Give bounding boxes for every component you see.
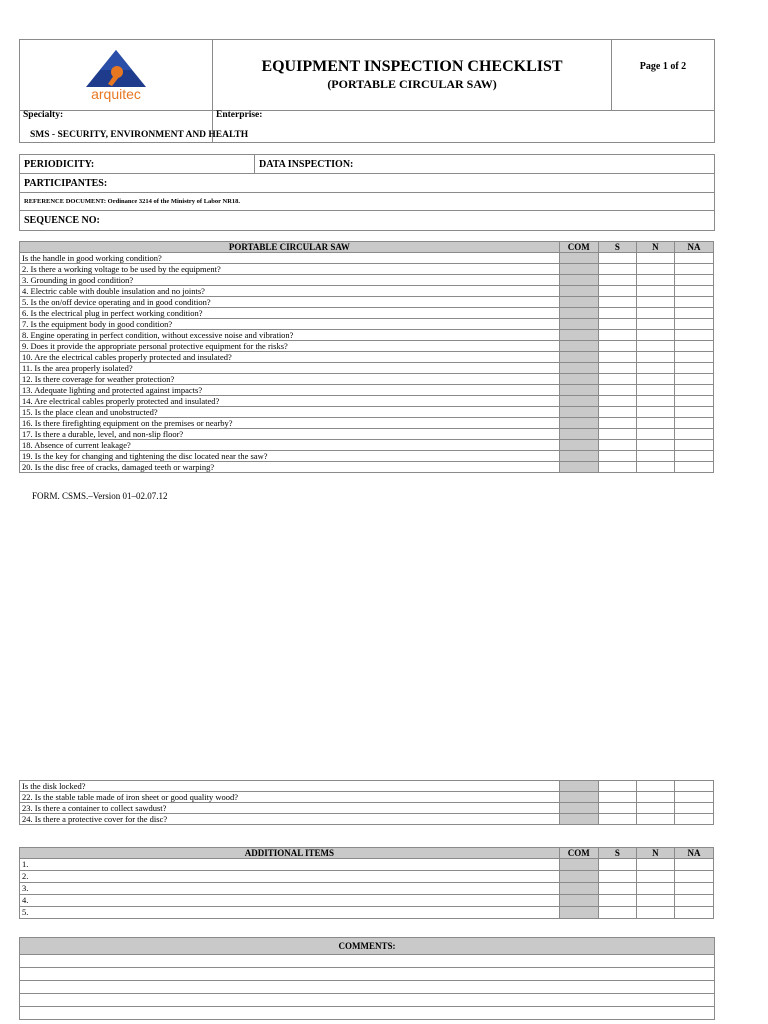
data-inspection-label: DATA INSPECTION: xyxy=(259,159,354,170)
checklist-row xyxy=(20,451,714,462)
checklist-row xyxy=(20,308,714,319)
checklist-na-cell[interactable] xyxy=(674,319,713,330)
checklist-row xyxy=(20,363,714,374)
checklist-na-cell[interactable] xyxy=(674,418,713,429)
additional-header-row xyxy=(20,848,714,859)
inspection-info-box xyxy=(19,154,715,231)
checklist-row xyxy=(20,781,714,792)
checklist-s-cell[interactable] xyxy=(598,374,636,385)
document-title: EQUIPMENT INSPECTION CHECKLIST xyxy=(261,58,563,75)
additional-n-cell[interactable] xyxy=(636,859,674,871)
checklist-s-cell[interactable] xyxy=(598,253,636,264)
checklist-row xyxy=(20,297,714,308)
checklist-s-cell[interactable] xyxy=(598,286,636,297)
checklist-com-cell[interactable] xyxy=(559,264,598,275)
checklist-com-cell[interactable] xyxy=(559,363,598,374)
col-na: NA xyxy=(674,848,713,859)
comments-heading: COMMENTS: xyxy=(20,938,714,955)
checklist-s-cell[interactable] xyxy=(598,275,636,286)
checklist-na-cell[interactable] xyxy=(674,330,713,341)
specialty-value: SMS - SECURITY, ENVIRONMENT AND HEALTH xyxy=(30,130,249,140)
col-com: COM xyxy=(559,242,598,253)
col-s: S xyxy=(598,242,636,253)
checklist-question: 18. Absence of current leakage? xyxy=(20,440,560,451)
checklist-s-cell[interactable] xyxy=(598,352,636,363)
checklist-com-cell[interactable] xyxy=(559,396,598,407)
checklist-n-cell[interactable] xyxy=(636,363,674,374)
checklist-na-cell[interactable] xyxy=(674,352,713,363)
checklist-s-cell[interactable] xyxy=(598,407,636,418)
sequence-row xyxy=(20,211,714,230)
form-code: FORM. CSMS.–Version 01–02.07.12 xyxy=(32,491,168,501)
checklist-question: 19. Is the key for changing and tightening the disc located near the saw? xyxy=(20,451,560,462)
checklist-row xyxy=(20,374,714,385)
additional-com-cell[interactable] xyxy=(559,895,598,907)
checklist-na-cell[interactable] xyxy=(674,374,713,385)
checklist-question: 23. Is there a container to collect sawdust? xyxy=(20,803,560,814)
checklist-com-cell[interactable] xyxy=(559,440,598,451)
checklist-na-cell[interactable] xyxy=(674,429,713,440)
additional-s-cell[interactable] xyxy=(598,859,636,871)
additional-row xyxy=(20,859,714,871)
checklist-na-cell[interactable] xyxy=(674,440,713,451)
checklist-s-cell[interactable] xyxy=(598,429,636,440)
checklist-s-cell[interactable] xyxy=(598,451,636,462)
enterprise-label: Enterprise: xyxy=(216,110,263,120)
checklist-question: 7. Is the equipment body in good condition? xyxy=(20,319,560,330)
additional-heading: ADDITIONAL ITEMS xyxy=(20,848,560,859)
periodicity-row xyxy=(20,155,714,174)
additional-n-cell[interactable] xyxy=(636,883,674,895)
checklist-com-cell[interactable] xyxy=(559,451,598,462)
checklist-n-cell[interactable] xyxy=(636,319,674,330)
checklist-n-cell[interactable] xyxy=(636,385,674,396)
checklist-s-cell[interactable] xyxy=(598,341,636,352)
additional-com-cell[interactable] xyxy=(559,871,598,883)
checklist-question: 3. Grounding in good condition? xyxy=(20,275,560,286)
checklist-na-cell[interactable] xyxy=(674,297,713,308)
checklist-row xyxy=(20,440,714,451)
specialty-block xyxy=(19,109,715,143)
checklist-com-cell[interactable] xyxy=(559,803,598,814)
checklist-row xyxy=(20,792,714,803)
additional-n-cell[interactable] xyxy=(636,871,674,883)
checklist-s-cell[interactable] xyxy=(598,418,636,429)
checklist-s-cell[interactable] xyxy=(598,440,636,451)
checklist-na-cell[interactable] xyxy=(674,385,713,396)
checklist-com-cell[interactable] xyxy=(559,462,598,473)
checklist-row xyxy=(20,396,714,407)
checklist-s-cell[interactable] xyxy=(598,385,636,396)
additional-na-cell[interactable] xyxy=(674,859,713,871)
checklist-s-cell[interactable] xyxy=(598,319,636,330)
additional-n-cell[interactable] xyxy=(636,907,674,919)
checklist-s-cell[interactable] xyxy=(598,803,636,814)
checklist-na-cell[interactable] xyxy=(674,781,713,792)
checklist-n-cell[interactable] xyxy=(636,297,674,308)
checklist-n-cell[interactable] xyxy=(636,814,674,825)
reference-document: REFERENCE DOCUMENT: Ordinance 3214 of the Ministry of Labor NR18. xyxy=(24,198,241,205)
checklist-n-cell[interactable] xyxy=(636,352,674,363)
additional-question: 5. xyxy=(20,907,560,919)
comment-line[interactable] xyxy=(20,955,714,968)
checklist-question: 9. Does it provide the appropriate personal protective equipment for the risks? xyxy=(20,341,560,352)
additional-question: 1. xyxy=(20,859,560,871)
checklist-header-row xyxy=(20,242,714,253)
checklist-question: 4. Electric cable with double insulation and no joints? xyxy=(20,286,560,297)
checklist-na-cell[interactable] xyxy=(674,407,713,418)
checklist-question: 24. Is there a protective cover for the disc? xyxy=(20,814,560,825)
checklist-row xyxy=(20,385,714,396)
col-n: N xyxy=(636,242,674,253)
checklist-n-cell[interactable] xyxy=(636,407,674,418)
periodicity-label: PERIODICITY: xyxy=(24,159,95,170)
checklist-com-cell[interactable] xyxy=(559,286,598,297)
additional-row xyxy=(20,883,714,895)
checklist-table xyxy=(19,241,714,473)
checklist-s-cell[interactable] xyxy=(598,462,636,473)
additional-n-cell[interactable] xyxy=(636,895,674,907)
checklist-com-cell[interactable] xyxy=(559,385,598,396)
checklist-na-cell[interactable] xyxy=(674,803,713,814)
checklist-row xyxy=(20,462,714,473)
additional-question: 3. xyxy=(20,883,560,895)
checklist-na-cell[interactable] xyxy=(674,308,713,319)
additional-s-cell[interactable] xyxy=(598,895,636,907)
checklist-row xyxy=(20,341,714,352)
checklist-n-cell[interactable] xyxy=(636,803,674,814)
checklist-com-cell[interactable] xyxy=(559,781,598,792)
col-com: COM xyxy=(559,848,598,859)
checklist-com-cell[interactable] xyxy=(559,330,598,341)
checklist-na-cell[interactable] xyxy=(674,275,713,286)
checklist-n-cell[interactable] xyxy=(636,462,674,473)
col-na: NA xyxy=(674,242,713,253)
title-block xyxy=(213,40,612,110)
checklist-com-cell[interactable] xyxy=(559,297,598,308)
document-subtitle: (PORTABLE CIRCULAR SAW) xyxy=(327,77,497,91)
checklist-question: Is the disk locked? xyxy=(20,781,560,792)
checklist-com-cell[interactable] xyxy=(559,374,598,385)
col-s: S xyxy=(598,848,636,859)
additional-row xyxy=(20,895,714,907)
checklist-n-cell[interactable] xyxy=(636,781,674,792)
checklist-question: 17. Is there a durable, level, and non-slip floor? xyxy=(20,429,560,440)
checklist-question: 12. Is there coverage for weather protection? xyxy=(20,374,560,385)
checklist-n-cell[interactable] xyxy=(636,396,674,407)
additional-com-cell[interactable] xyxy=(559,907,598,919)
checklist-question: 8. Engine operating in perfect condition, without excessive noise and vibration? xyxy=(20,330,560,341)
checklist-na-cell[interactable] xyxy=(674,253,713,264)
page-number: Page 1 of 2 xyxy=(639,61,687,72)
checklist-row xyxy=(20,429,714,440)
additional-s-cell[interactable] xyxy=(598,883,636,895)
checklist-n-cell[interactable] xyxy=(636,374,674,385)
additional-na-cell[interactable] xyxy=(674,871,713,883)
checklist-n-cell[interactable] xyxy=(636,264,674,275)
specialty-label: Specialty: xyxy=(23,110,64,120)
checklist-n-cell[interactable] xyxy=(636,440,674,451)
participants-label: PARTICIPANTES: xyxy=(24,178,108,189)
logo xyxy=(20,40,213,110)
checklist-com-cell[interactable] xyxy=(559,341,598,352)
additional-s-cell[interactable] xyxy=(598,907,636,919)
checklist-com-cell[interactable] xyxy=(559,407,598,418)
additional-row xyxy=(20,907,714,919)
checklist-question: 13. Adequate lighting and protected against impacts? xyxy=(20,385,560,396)
additional-row xyxy=(20,871,714,883)
comments-box xyxy=(19,937,715,1020)
checklist-row xyxy=(20,352,714,363)
checklist-row xyxy=(20,264,714,275)
document-header xyxy=(19,39,715,111)
checklist-com-cell[interactable] xyxy=(559,418,598,429)
checklist-row xyxy=(20,418,714,429)
checklist-s-cell[interactable] xyxy=(598,363,636,374)
additional-question: 4. xyxy=(20,895,560,907)
checklist-row xyxy=(20,803,714,814)
checklist-s-cell[interactable] xyxy=(598,330,636,341)
checklist-s-cell[interactable] xyxy=(598,814,636,825)
checklist-question: 16. Is there firefighting equipment on the premises or nearby? xyxy=(20,418,560,429)
checklist-s-cell[interactable] xyxy=(598,792,636,803)
checklist-s-cell[interactable] xyxy=(598,396,636,407)
checklist-n-cell[interactable] xyxy=(636,286,674,297)
checklist-s-cell[interactable] xyxy=(598,781,636,792)
checklist-na-cell[interactable] xyxy=(674,814,713,825)
checklist-row xyxy=(20,253,714,264)
checklist-question: 14. Are electrical cables properly protected and insulated? xyxy=(20,396,560,407)
checklist-n-cell[interactable] xyxy=(636,792,674,803)
checklist-na-cell[interactable] xyxy=(674,462,713,473)
sequence-label: SEQUENCE NO: xyxy=(24,215,100,226)
checklist-na-cell[interactable] xyxy=(674,264,713,275)
checklist-question: 5. Is the on/off device operating and in good condition? xyxy=(20,297,560,308)
checklist-question: 11. Is the area properly isolated? xyxy=(20,363,560,374)
page-number-block xyxy=(612,40,714,110)
checklist-n-cell[interactable] xyxy=(636,429,674,440)
checklist-n-cell[interactable] xyxy=(636,341,674,352)
reference-row xyxy=(20,193,714,211)
checklist-com-cell[interactable] xyxy=(559,253,598,264)
checklist-s-cell[interactable] xyxy=(598,308,636,319)
checklist-s-cell[interactable] xyxy=(598,297,636,308)
checklist-n-cell[interactable] xyxy=(636,308,674,319)
checklist-question: Is the handle in good working condition? xyxy=(20,253,560,264)
checklist-heading: PORTABLE CIRCULAR SAW xyxy=(20,242,560,253)
checklist-n-cell[interactable] xyxy=(636,253,674,264)
checklist-question: 6. Is the electrical plug in perfect working condition? xyxy=(20,308,560,319)
checklist-na-cell[interactable] xyxy=(674,363,713,374)
checklist-na-cell[interactable] xyxy=(674,396,713,407)
additional-s-cell[interactable] xyxy=(598,871,636,883)
checklist-question: 15. Is the place clean and unobstructed? xyxy=(20,407,560,418)
checklist-na-cell[interactable] xyxy=(674,792,713,803)
checklist-n-cell[interactable] xyxy=(636,451,674,462)
comment-line[interactable] xyxy=(20,994,714,1007)
checklist-n-cell[interactable] xyxy=(636,330,674,341)
checklist-com-cell[interactable] xyxy=(559,429,598,440)
participants-row xyxy=(20,174,714,193)
checklist-question: 2. Is there a working voltage to be used by the equipment? xyxy=(20,264,560,275)
checklist-na-cell[interactable] xyxy=(674,286,713,297)
checklist-na-cell[interactable] xyxy=(674,341,713,352)
checklist-row xyxy=(20,407,714,418)
comment-line[interactable] xyxy=(20,1007,714,1019)
logo-wordmark: arquitec xyxy=(91,86,141,102)
additional-com-cell[interactable] xyxy=(559,883,598,895)
checklist-row xyxy=(20,814,714,825)
data-inspection-cell xyxy=(254,155,353,174)
checklist-com-cell[interactable] xyxy=(559,308,598,319)
checklist-table-continued xyxy=(19,780,714,825)
checklist-n-cell[interactable] xyxy=(636,418,674,429)
additional-com-cell[interactable] xyxy=(559,859,598,871)
checklist-com-cell[interactable] xyxy=(559,792,598,803)
checklist-row xyxy=(20,286,714,297)
col-n: N xyxy=(636,848,674,859)
checklist-n-cell[interactable] xyxy=(636,275,674,286)
checklist-question: 22. Is the stable table made of iron sheet or good quality wood? xyxy=(20,792,560,803)
additional-na-cell[interactable] xyxy=(674,895,713,907)
checklist-com-cell[interactable] xyxy=(559,275,598,286)
checklist-row xyxy=(20,330,714,341)
comment-line[interactable] xyxy=(20,981,714,994)
checklist-com-cell[interactable] xyxy=(559,814,598,825)
checklist-row xyxy=(20,319,714,330)
checklist-row xyxy=(20,275,714,286)
checklist-na-cell[interactable] xyxy=(674,451,713,462)
checklist-question: 10. Are the electrical cables properly protected and insulated? xyxy=(20,352,560,363)
additional-na-cell[interactable] xyxy=(674,907,713,919)
checklist-com-cell[interactable] xyxy=(559,352,598,363)
checklist-question: 20. Is the disc free of cracks, damaged teeth or warping? xyxy=(20,462,560,473)
additional-items-table xyxy=(19,847,714,919)
checklist-com-cell[interactable] xyxy=(559,319,598,330)
additional-na-cell[interactable] xyxy=(674,883,713,895)
checklist-s-cell[interactable] xyxy=(598,264,636,275)
additional-question: 2. xyxy=(20,871,560,883)
arquitec-logo-icon xyxy=(20,40,212,110)
comment-line[interactable] xyxy=(20,968,714,981)
